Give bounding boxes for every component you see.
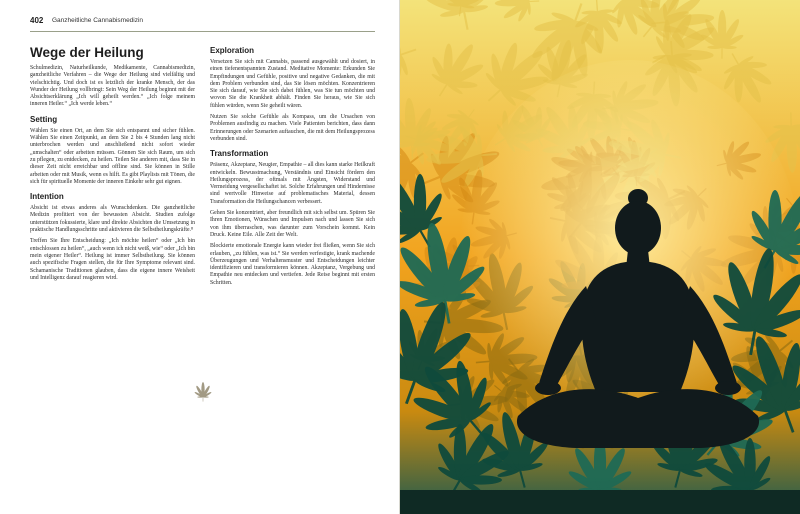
page-number: 402 xyxy=(30,16,44,25)
exploration-paragraph-1: Versetzen Sie sich mit Cannabis, passend ausgewählt und dosiert, in einen tiefenentspannten Zustand. Meditative Momente: Erkunden Sie Empfindungen und Gefühle, positive und negative Gedanken, die mit dem Problem verbunden sind, das Sie lösen möchten. Konzentrieren Sie sich darauf, wie Sie sich dabei fühlen, was Sie tun möchten und wovon Sie die Krankheit abhält. Finden Sie heraus, wie Sie sich fühlen würden, wenn Sie geheilt wären. xyxy=(210,59,375,109)
cannabis-leaf-icon xyxy=(186,378,220,412)
intention-paragraph-2: Treffen Sie Ihre Entscheidung: „Ich möchte heilen“ oder „Ich bin entschlossen zu heilen“, „auch wenn ich nicht weiß, wie“ oder „Ich bin mein eigener Heiler“. Heilung ist immer Selbstheilung. Sie können auch spezifische Fragen stellen, die für Ihre Symptome relevant sind. Schamanische Traditionen glauben, dass die eigene innere Weisheit und Intelligenz darauf reagieren wird. xyxy=(30,238,195,281)
right-page xyxy=(400,0,800,514)
intention-paragraph-1: Absicht ist etwas anderes als Wunschdenken. Die ganzheitliche Medizin profitiert von der bewussten Absicht. Studien zufolge unterstützen fokussierte, klare und direkte Absichten die Umsetzung in praktische Handlungsschritte und aktivieren die Selbstheilungskräfte.⁸ xyxy=(30,205,195,234)
transformation-paragraph-2: Gehen Sie konzentriert, aber freundlich mit sich selbst um. Spüren Sie Ihren Emotionen, Wünschen und Impulsen nach und lassen Sie sich von ihm überraschen, was darunter zum Vorschein kommt. Kein Druck. Keine Eile. Alle Zeit der Welt. xyxy=(210,210,375,238)
decor-leaf-shape xyxy=(194,382,212,401)
setting-paragraph: Wählen Sie einen Ort, an dem Sie sich entspannt und sicher fühlen. Wählen Sie einen Zeitpunkt, an dem Sie 2 bis 4 Stunden lang nicht unterbrochen werden und anschließend nicht sofort wieder „umschalten“ oder arbeiten müssen. Gönnen Sie sich Raum, um sich zu pflegen, zu entdecken, zu heilen. Teilen Sie anderen mit, dass Sie in dieser Zeit nicht erreichbar und offline sind. Sie können in Stille arbeiten oder mit Musik, wenn es hilft. Es gibt Playlists mit Tönen, die sich für spirituelle Momente der inneren Einkehr sehr gut eignen. xyxy=(30,127,195,185)
exploration-paragraph-2: Nutzen Sie solche Gefühle als Kompass, um die Ursachen von Problemen ausfindig zu machen. Viele Patienten berichten, dass dann Erinnerungen oder Szenarien auftauchen, die mit dem Heilungsprozess verbunden sind. xyxy=(210,114,375,142)
text-column-right xyxy=(210,46,375,291)
intention-heading: Intention xyxy=(30,192,64,202)
intro-paragraph: Schulmedizin, Naturheilkunde, Medikamente, Cannabismedizin, ganzheitliche Verfahren – die Wege der Heilung sind vielfältig und vielschichtig. Und doch ist es letztlich der kranke Mensch, der das Wunder der Heilung vollbringt: Sein Weg der Heilung beginnt mit der Absichtserklärung „Ich will geheilt werden.“ „Ich folge meinem inneren Heiler.“ „Ich werde leben.“ xyxy=(30,65,195,108)
meditation-illustration xyxy=(400,0,800,514)
text-column-left xyxy=(30,42,195,286)
article-title: Wege der Heilung xyxy=(30,45,144,60)
exploration-heading: Exploration xyxy=(210,46,255,55)
transformation-heading: Transformation xyxy=(210,149,269,159)
transformation-paragraph-1: Präsenz, Akzeptanz, Neugier, Empathie – all dies kann starke Heilkraft entwickeln. Bewusstmachung, Verständnis und Einsicht fördern den Heilungsprozess, der oftmals mit Ängsten, Widerstand und Vermeidung vergesellschaftet ist. Solche Erfahrungen und Hindernisse sind wertvolle Hinweise auf problematisches Material, dessen Transformation die Heilungschancen verbessert. xyxy=(210,162,375,205)
setting-heading: Setting xyxy=(30,114,58,124)
transformation-paragraph-3: Blockierte emotionale Energie kann wieder frei fließen, wenn Sie sich erlauben, „zu fühlen, was ist.“ Sie werden verfestigte, krank machende Überzeugungen und Verhaltensmuster und Entscheidungen leichter identifizieren und transformieren können. Akzeptanz, Vergebung und Empathie neu entdecken und vertiefen. Jede Reise beginnt mit ersten Schritten. xyxy=(210,243,375,286)
running-header xyxy=(30,13,375,32)
ground-band xyxy=(400,490,800,514)
running-title: Ganzheitliche Cannabismedizin xyxy=(52,17,144,24)
